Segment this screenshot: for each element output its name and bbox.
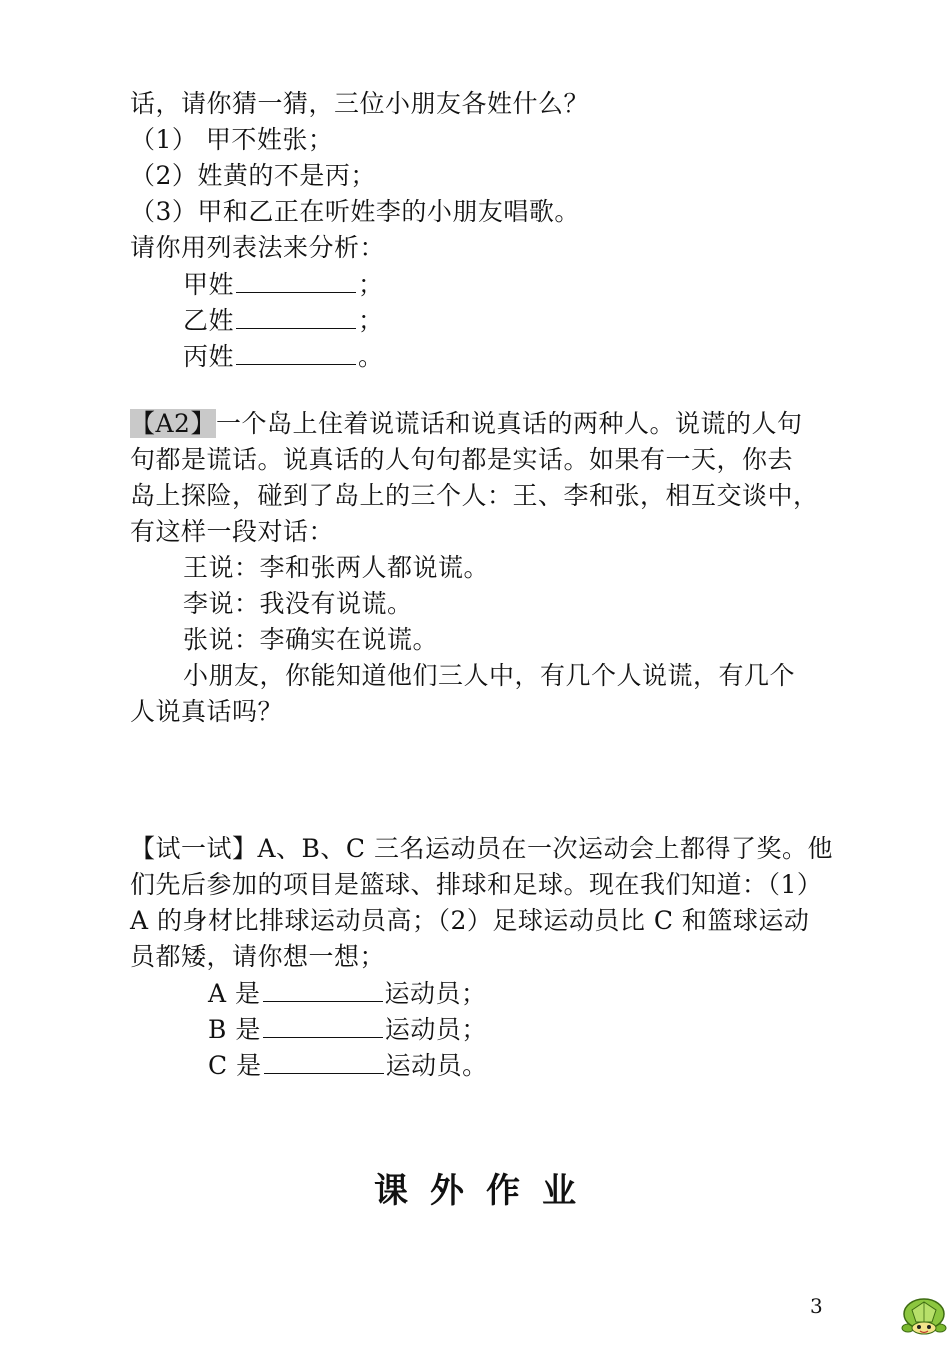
a1-answer-row: [183, 268, 384, 301]
try-answer-row: [208, 1049, 488, 1082]
answer-label: B 是: [208, 1015, 261, 1044]
a2-question-line-2: 人说真话吗？: [130, 697, 284, 726]
a2-line-1-text: 一个岛上住着说谎话和说真话的两种人。说谎的人句: [215, 409, 803, 438]
answer-blank[interactable]: [263, 977, 383, 1002]
a2-dialogue-li: 李说：我没有说谎。: [183, 589, 413, 618]
answer-end: 运动员；: [384, 979, 487, 1008]
answer-end: ；: [358, 270, 384, 299]
answer-label: C 是: [208, 1051, 262, 1080]
a1-condition-2: （2）姓黄的不是丙；: [130, 161, 376, 190]
a2-line-4: 有这样一段对话：: [130, 517, 335, 546]
answer-blank[interactable]: [236, 304, 356, 329]
page-number: 3: [810, 1294, 823, 1318]
try-answer-row: [208, 1013, 487, 1046]
answer-label: A 是: [208, 979, 261, 1008]
a2-line-3: 岛上探险，碰到了岛上的三个人：王、李和张，相互交谈中，: [130, 481, 819, 510]
a1-intro-line: 话，请你猜一猜，三位小朋友各姓什么？: [130, 89, 590, 118]
a2-dialogue-wang: 王说：李和张两人都说谎。: [183, 553, 490, 582]
a1-instruction: 请你用列表法来分析：: [130, 233, 386, 262]
answer-blank[interactable]: [263, 1013, 383, 1038]
a1-answer-row: [183, 340, 384, 373]
turtle-icon: [898, 1290, 950, 1336]
a2-tag: 【A2】: [130, 409, 216, 438]
try-line-3: A 的身材比排球运动员高；（2）足球运动员比 C 和篮球运动: [130, 906, 810, 935]
try-line-4: 员都矮，请你想一想；: [130, 942, 386, 971]
answer-end: 运动员；: [384, 1015, 487, 1044]
answer-label: 丙姓: [183, 342, 235, 371]
a1-answer-row: [183, 304, 384, 337]
try-line-2: 们先后参加的项目是篮球、排球和足球。现在我们知道：（1）: [130, 870, 823, 899]
answer-blank[interactable]: [264, 1049, 384, 1074]
answer-end: 运动员。: [385, 1051, 488, 1080]
answer-label: 乙姓: [183, 306, 235, 335]
a2-dialogue-zhang: 张说：李确实在说谎。: [183, 625, 439, 654]
a1-condition-1: （1） 甲不姓张；: [130, 125, 334, 154]
a2-question-line-1: 小朋友，你能知道他们三人中，有几个人说谎，有几个: [183, 661, 796, 690]
answer-blank[interactable]: [236, 340, 356, 365]
answer-end: ；: [358, 306, 384, 335]
try-answer-row: [208, 977, 487, 1010]
answer-blank[interactable]: [236, 268, 356, 293]
a1-condition-3: （3）甲和乙正在听姓李的小朋友唱歌。: [130, 197, 580, 226]
try-line-1: 【试一试】A、B、C 三名运动员在一次运动会上都得了奖。他: [130, 834, 834, 863]
answer-end: 。: [358, 342, 384, 371]
section-title: 课外作业: [374, 1171, 598, 1211]
a2-line-2: 句都是谎话。说真话的人句句都是实话。如果有一天，你去: [130, 445, 794, 474]
answer-label: 甲姓: [183, 270, 235, 299]
a2-line-1: [130, 408, 802, 440]
